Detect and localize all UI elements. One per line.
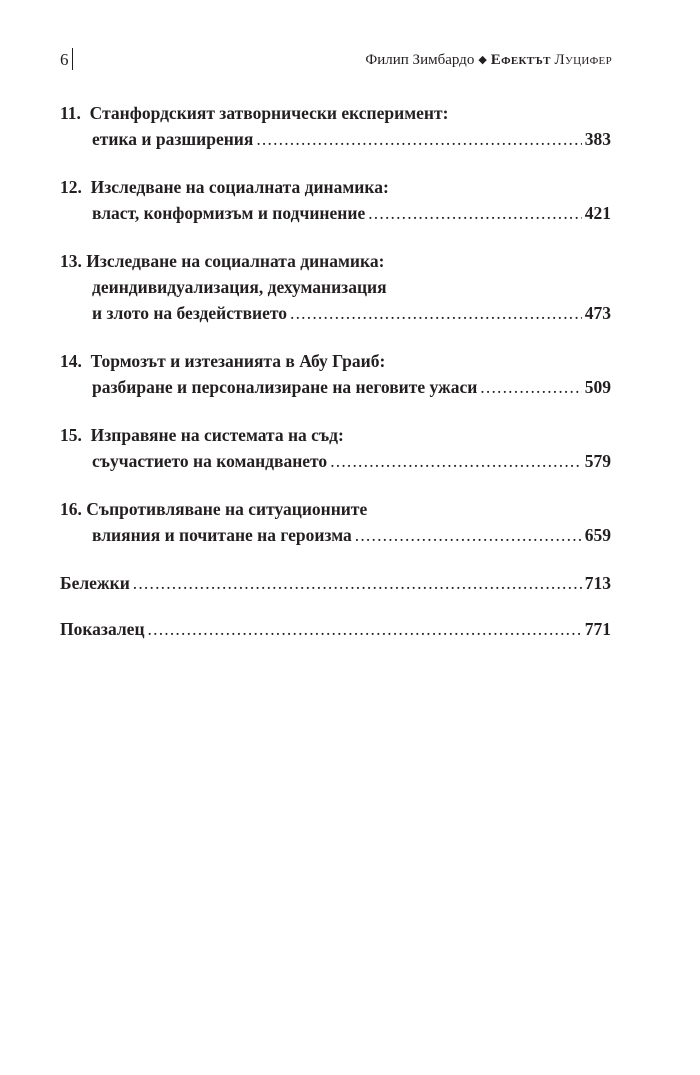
page-ref: 473 [584, 303, 611, 323]
section-title: Показалец [60, 619, 145, 639]
page-ref: 713 [584, 573, 611, 593]
toc-line-last [60, 570, 611, 596]
chapter-title-line: деиндивидуализация, дехуманизация [92, 277, 387, 297]
table-of-contents [60, 100, 611, 662]
dot-leader [480, 374, 581, 400]
toc-entry-14[interactable] [60, 348, 611, 400]
page-ref: 659 [584, 525, 611, 545]
page-number: 6 [60, 50, 69, 69]
section-title: Бележки [60, 573, 130, 593]
dot-leader [148, 616, 582, 642]
toc-line [60, 348, 611, 374]
chapter-title-line: Изправяне на системата на съд: [90, 425, 344, 445]
page-ref: 383 [584, 129, 611, 149]
chapter-title-line: Изследване на социалната динамика: [86, 251, 385, 271]
toc-line-last [60, 126, 611, 152]
dot-leader [368, 200, 582, 226]
chapter-title-line: съучастието на командването [92, 451, 328, 471]
page-ref: 421 [584, 203, 611, 223]
toc-line-last [60, 522, 611, 548]
book-title-light: Луцифер [554, 52, 612, 68]
chapter-title-line: етика и разширения [92, 129, 254, 149]
chapter-title-line: и злото на бездействието [92, 303, 288, 323]
toc-line [60, 422, 611, 448]
chapter-title-line: Съпротивляване на ситуационните [86, 499, 368, 519]
chapter-number: 15. [60, 425, 82, 445]
toc-line [60, 248, 611, 274]
author-name: Филип Зимбардо [365, 52, 475, 68]
page-number-rule [72, 48, 73, 70]
page-ref: 509 [584, 377, 611, 397]
chapter-title-line: влияния и почитане на героизма [92, 525, 352, 545]
chapter-number: 13. [60, 251, 82, 271]
chapter-title-line: разбиране и персонализиране на неговите ужаси [92, 377, 478, 397]
page-ref: 579 [584, 451, 611, 471]
toc-entry-index[interactable] [60, 616, 611, 642]
toc-entry-notes[interactable] [60, 570, 611, 596]
toc-line-last [60, 448, 611, 474]
running-header [60, 48, 612, 72]
chapter-title-line: Тормозът и изтезанията в Абу Граиб: [90, 351, 386, 371]
toc-line-last [60, 300, 611, 326]
chapter-title-line: власт, конформизъм и подчинение [92, 203, 366, 223]
running-head [365, 48, 612, 73]
toc-entry-15[interactable] [60, 422, 611, 474]
page-ref: 771 [584, 619, 611, 639]
dot-leader [256, 126, 581, 152]
toc-line [60, 274, 611, 300]
toc-entry-13[interactable] [60, 248, 611, 326]
chapter-number: 11. [60, 103, 81, 123]
toc-entry-11[interactable] [60, 100, 611, 152]
toc-line [60, 100, 611, 126]
toc-line-last [60, 616, 611, 642]
toc-entry-12[interactable] [60, 174, 611, 226]
toc-line [60, 496, 611, 522]
chapter-number: 12. [60, 177, 82, 197]
chapter-number: 14. [60, 351, 82, 371]
toc-line-last [60, 374, 611, 400]
diamond-icon: ◆ [478, 54, 487, 66]
toc-entry-16[interactable] [60, 496, 611, 548]
dot-leader [355, 522, 582, 548]
chapter-number: 16. [60, 499, 82, 519]
dot-leader [133, 570, 582, 596]
chapter-title-line: Изследване на социалната динамика: [90, 177, 389, 197]
toc-line-last [60, 200, 611, 226]
dot-leader [330, 448, 582, 474]
book-title-bold: Ефектът [490, 52, 551, 68]
dot-leader [290, 300, 582, 326]
toc-line [60, 174, 611, 200]
chapter-title-line: Станфордският затворнически експеримент: [89, 103, 449, 123]
